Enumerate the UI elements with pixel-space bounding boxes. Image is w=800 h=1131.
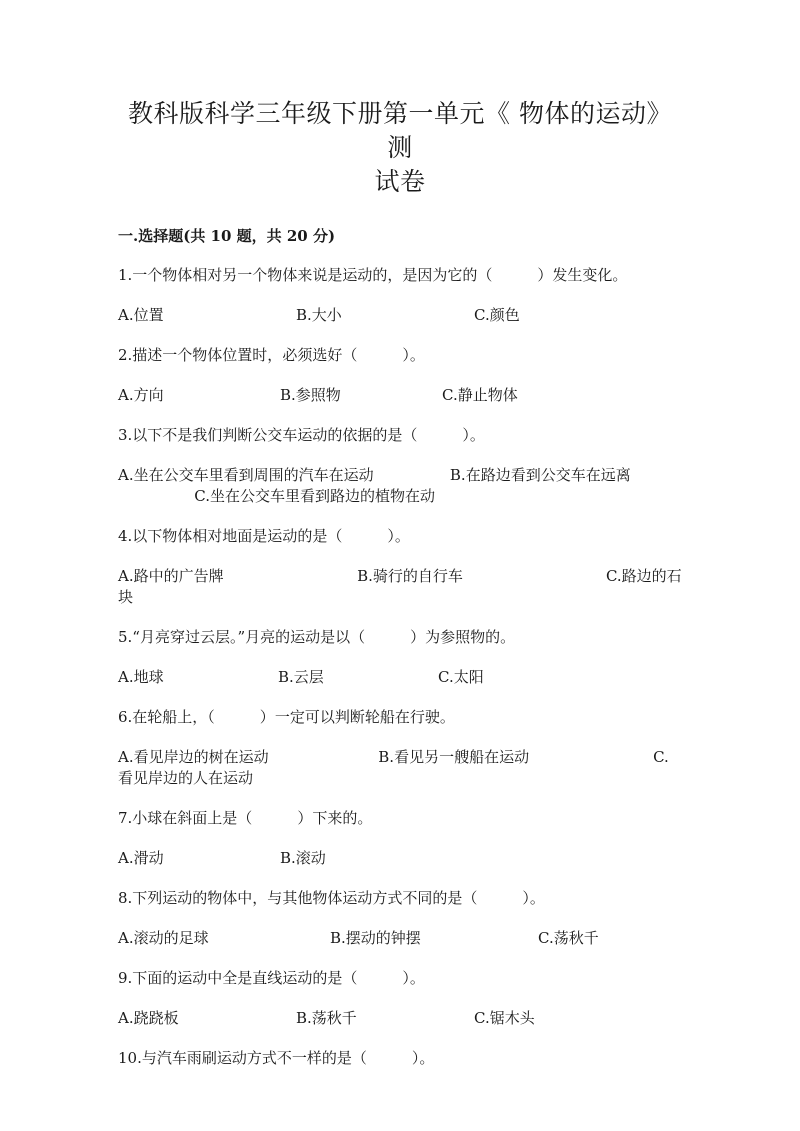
question-options — [118, 566, 682, 608]
option-a: A.看见岸边的树在运动 — [118, 748, 269, 766]
option-a: A.路中的广告牌 — [118, 567, 224, 585]
question-stem: 9.下面的运动中全是直线运动的是（ ）。 — [118, 969, 425, 987]
option-b: B.荡秋千 — [296, 1009, 357, 1027]
option-a: A.跷跷板 — [118, 1009, 179, 1027]
option-b: B.滚动 — [280, 849, 326, 867]
question-options — [118, 465, 682, 507]
question-options — [118, 305, 682, 326]
exam-title-line2: 试卷 — [374, 167, 426, 196]
option-b: B.云层 — [278, 668, 324, 686]
exam-title-line1: 教科版科学三年级下册第一单元《 物体的运动》测 — [128, 99, 672, 162]
option-c: C.锯木头 — [474, 1009, 535, 1027]
option-a: A.滑动 — [118, 849, 164, 867]
question-options — [118, 747, 682, 789]
option-a: A.坐在公交车里看到周围的汽车在运动 — [118, 466, 374, 484]
option-c: C.太阳 — [438, 668, 484, 686]
question-stem: 8.下列运动的物体中，与其他物体运动方式不同的是（ ）。 — [118, 889, 545, 907]
question-stem: 10.与汽车雨刷运动方式不一样的是（ ）。 — [118, 1049, 435, 1067]
question-stem: 3.以下不是我们判断公交车运动的依据的是（ ）。 — [118, 426, 485, 444]
option-b: B.大小 — [296, 306, 342, 324]
section-heading: 一.选择题(共 10 题，共 20 分) — [118, 227, 336, 245]
question-stem: 2.描述一个物体位置时，必须选好（ ）。 — [118, 346, 425, 364]
option-a: A.滚动的足球 — [118, 929, 209, 947]
option-b: B.摆动的钟摆 — [330, 929, 421, 947]
question-options — [118, 1008, 682, 1029]
option-c: C.路边的石块 — [118, 567, 682, 606]
question-options — [118, 667, 682, 688]
option-c: C.看见岸边的人在运动 — [118, 748, 669, 787]
option-c: C.荡秋千 — [538, 929, 599, 947]
question-stem: 4.以下物体相对地面是运动的是（ ）。 — [118, 527, 410, 545]
question-stem: 1.一个物体相对另一个物体来说是运动的，是因为它的（ ）发生变化。 — [118, 266, 628, 284]
exam-title — [118, 0, 682, 199]
option-b: B.参照物 — [280, 386, 341, 404]
question-options — [118, 385, 682, 406]
option-a: A.位置 — [118, 306, 164, 324]
option-c: C.坐在公交车里看到路边的植物在动 — [194, 487, 436, 505]
question-stem: 7.小球在斜面上是（ ）下来的。 — [118, 809, 373, 827]
option-c: C.静止物体 — [442, 386, 518, 404]
option-b: B.在路边看到公交车在远离 — [449, 466, 631, 484]
question-options — [118, 848, 682, 869]
question-stem: 5.“月亮穿过云层。”月亮的运动是以（ ）为参照物的。 — [118, 628, 516, 646]
option-b: B.看见另一艘船在运动 — [378, 748, 530, 766]
question-options — [118, 928, 682, 949]
option-c: C.颜色 — [474, 306, 520, 324]
option-a: A.方向 — [118, 386, 164, 404]
question-stem: 6.在轮船上，（ ）一定可以判断轮船在行驶。 — [118, 708, 455, 726]
option-b: B.骑行的自行车 — [357, 567, 463, 585]
option-a: A.地球 — [118, 668, 164, 686]
